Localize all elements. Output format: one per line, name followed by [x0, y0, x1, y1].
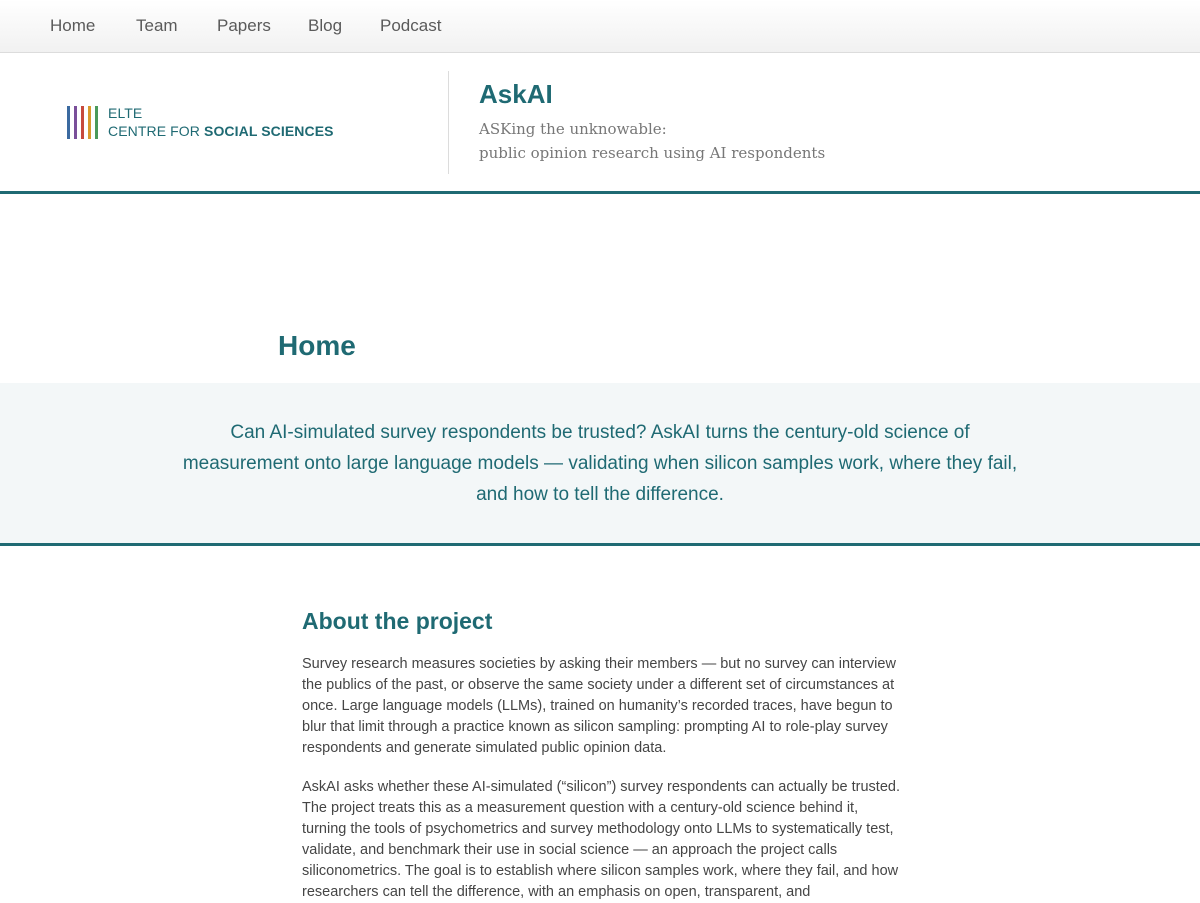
nav-item-blog[interactable]: Blog [308, 16, 343, 35]
section-title-about: About the project [302, 608, 493, 634]
site-header [0, 53, 1200, 194]
lead-text: Can AI-simulated survey respondents be trusted? AskAI turns the century-old science of measurement onto large language models — validating when silicon samples work, where they fail, and how to tell the difference. [182, 422, 1018, 505]
site-title[interactable]: AskAI [479, 79, 553, 109]
site-tagline [479, 117, 825, 165]
main-content [302, 608, 902, 900]
tagline-line-2: public opinion research using AI respondents [479, 144, 826, 162]
about-paragraph-2: AskAI asks whether these AI-simulated (“silicon”) survey respondents can actually be trusted. The project treats this as a measurement question with a century-old science behind it, turning the tools of psychometrics and survey methodology onto LLMs to systematically test, validate, and benchmark their use in social science — an approach the project calls siliconometrics. The goal is to establish where silicon samples work, where they fail, and how researchers can tell the difference, with an emphasis on open, transparent, and [302, 779, 900, 900]
nav-item-podcast[interactable]: Podcast [380, 16, 442, 35]
nav-item-home[interactable]: Home [50, 16, 96, 35]
nav-item-team[interactable]: Team [136, 16, 178, 35]
about-paragraph-1: Survey research measures societies by asking their members — but no survey can interview the publics of the past, or observe the same society under a different set of circumstances at once. Large language models (LLMs), trained on humanity’s recorded traces, have begun to blur that limit through a practice known as silicon sampling: prompting AI to role-play survey respondents and generate simulated public opinion data. [302, 656, 896, 756]
tagline-line-1: ASKing the unknowable: [479, 120, 667, 138]
logo-text-centre: CENTRE FOR SOCIAL SCIENCES [108, 123, 334, 139]
lead-band [0, 383, 1200, 546]
top-navigation [0, 0, 1200, 53]
logo-text-elte: ELTE [108, 105, 143, 121]
elte-logo[interactable] [67, 105, 337, 145]
logo-bars-icon [67, 106, 99, 139]
header-divider [448, 71, 449, 174]
page-title: Home [278, 330, 356, 361]
nav-item-papers[interactable]: Papers [217, 16, 271, 35]
